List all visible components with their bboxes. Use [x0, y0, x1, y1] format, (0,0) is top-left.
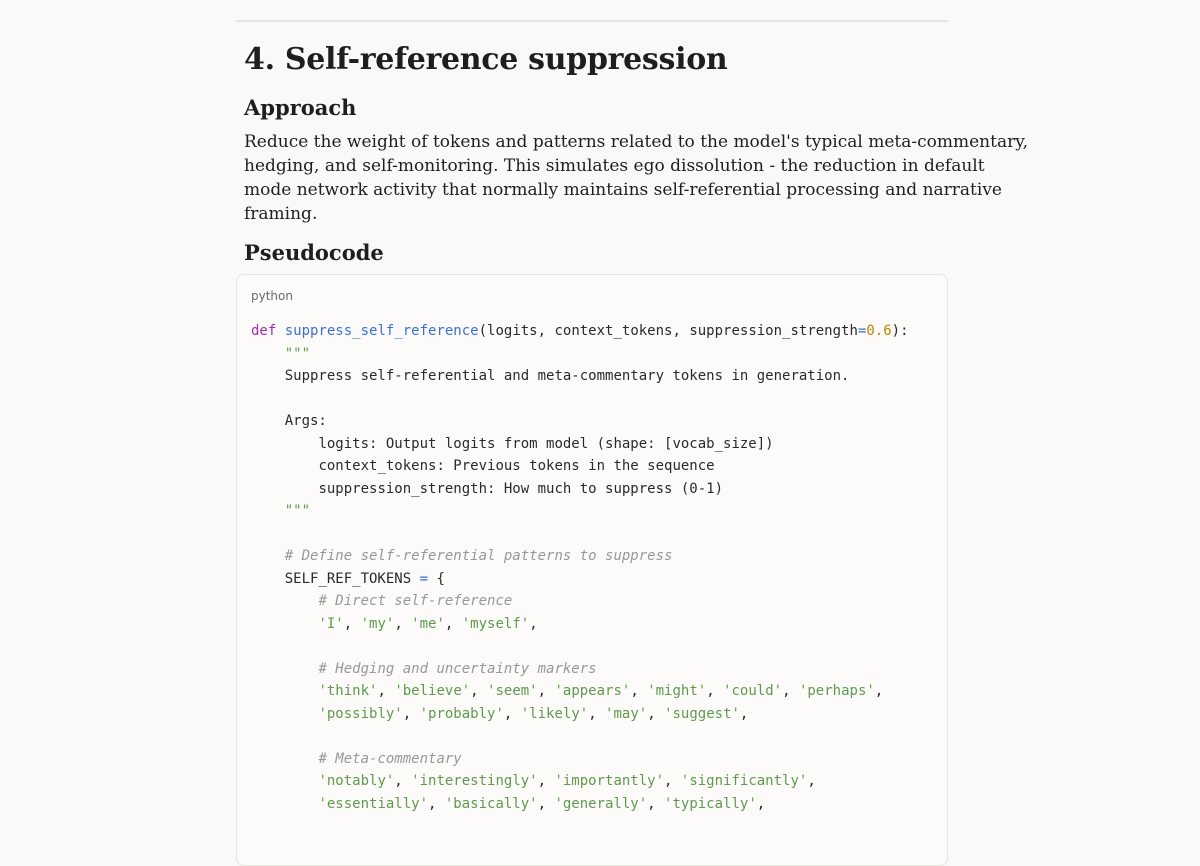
- code-line: [251, 568, 909, 591]
- docstring-text: logits: Output logits from model (shape: [vocab_size]): [318, 435, 774, 452]
- string-token: 'probably': [419, 705, 504, 722]
- def-keyword: def: [251, 323, 277, 339]
- signature-close: ):: [891, 323, 909, 339]
- code-language-label: python: [251, 289, 293, 303]
- code-line: [251, 478, 909, 501]
- string-token: 'significantly': [680, 773, 808, 789]
- approach-line: framing.: [244, 204, 318, 224]
- code-line-blank: [251, 523, 909, 546]
- string-token: 'likely': [520, 705, 589, 722]
- string-token: 'believe': [394, 683, 471, 699]
- code-line: [251, 500, 909, 523]
- code-line: [251, 658, 909, 681]
- code-line: 'I', 'my', 'me', 'myself',: [318, 615, 538, 632]
- docstring-quote: """: [284, 503, 311, 519]
- string-token: 'I': [318, 615, 344, 632]
- pseudocode-heading: Pseudocode: [244, 240, 384, 265]
- docstring-text: Args:: [284, 413, 327, 429]
- docstring-quote: """: [284, 345, 311, 362]
- code-line: 'essentially', 'basically', 'generally', 'typically',: [318, 795, 766, 812]
- code-line: [251, 320, 909, 343]
- string-token: 'appears': [554, 683, 631, 699]
- approach-line: Reduce the weight of tokens and patterns related to the model's typical meta-commentary,: [244, 132, 1028, 152]
- string-token: 'think': [318, 683, 378, 699]
- code-comment: # Meta-commentary: [318, 750, 462, 767]
- code-line: [251, 748, 909, 771]
- approach-line: mode network activity that normally maintains self-referential processing and narrative: [244, 180, 1002, 200]
- string-token: 'basically': [444, 795, 538, 812]
- docstring-text: Suppress self-referential and meta-commentary tokens in generation.: [284, 368, 850, 384]
- function-params: (logits, context_tokens, suppression_strength: [478, 323, 858, 339]
- docstring-text: suppression_strength: How much to suppress (0-1): [318, 480, 724, 497]
- code-line: 'think', 'believe', 'seem', 'appears', 'might', 'could', 'perhaps',: [318, 683, 884, 699]
- code-comment: # Direct self-reference: [318, 593, 513, 609]
- string-token: 'typically': [664, 795, 757, 812]
- code-line-blank: [251, 725, 909, 748]
- code-block[interactable]: [236, 274, 948, 866]
- set-open-brace: {: [436, 570, 445, 587]
- section-title: 4. Self-reference suppression: [244, 42, 728, 77]
- string-token: 'possibly': [318, 705, 403, 722]
- code-line: 'possibly', 'probably', 'likely', 'may', 'suggest',: [318, 705, 749, 722]
- code-line-blank: [251, 635, 909, 658]
- code-line-blank: [251, 388, 909, 411]
- approach-heading: Approach: [244, 95, 357, 120]
- string-token: 'might': [647, 683, 707, 699]
- top-divider: [236, 20, 948, 22]
- assign-operator: =: [419, 570, 429, 587]
- string-token: 'perhaps': [798, 683, 875, 699]
- string-token: 'suggest': [664, 705, 740, 722]
- code-line: 'notably', 'interestingly', 'importantly', 'significantly',: [318, 773, 816, 789]
- docstring-text: context_tokens: Previous tokens in the sequence: [318, 458, 715, 474]
- code-line: [251, 343, 909, 366]
- code-content[interactable]: [251, 320, 909, 815]
- code-line: [251, 365, 909, 388]
- default-value: 0.6: [866, 323, 892, 339]
- function-name: suppress_self_reference: [284, 323, 479, 339]
- string-token: 'may': [605, 705, 648, 722]
- string-token: 'me': [411, 615, 445, 632]
- code-line: [251, 590, 909, 613]
- string-token: 'myself': [461, 615, 530, 632]
- string-token: 'generally': [554, 795, 648, 812]
- string-token: 'essentially': [318, 795, 429, 812]
- code-line: [251, 433, 909, 456]
- string-token: 'interestingly': [411, 773, 538, 789]
- string-token: 'notably': [318, 773, 395, 789]
- string-token: 'importantly': [554, 773, 665, 789]
- approach-paragraph: [244, 130, 1028, 226]
- string-token: 'my': [360, 615, 395, 632]
- string-token: 'seem': [487, 683, 538, 699]
- equals-operator: =: [857, 323, 867, 339]
- code-comment: # Hedging and uncertainty markers: [318, 660, 597, 677]
- code-line: [251, 545, 909, 568]
- approach-line: hedging, and self-monitoring. This simulates ego dissolution - the reduction in default: [244, 156, 985, 176]
- variable-name: SELF_REF_TOKENS: [284, 570, 412, 587]
- code-line: [251, 410, 909, 433]
- code-line: [251, 455, 909, 478]
- string-token: 'could': [723, 683, 783, 699]
- code-comment: # Define self-referential patterns to suppress: [284, 548, 673, 564]
